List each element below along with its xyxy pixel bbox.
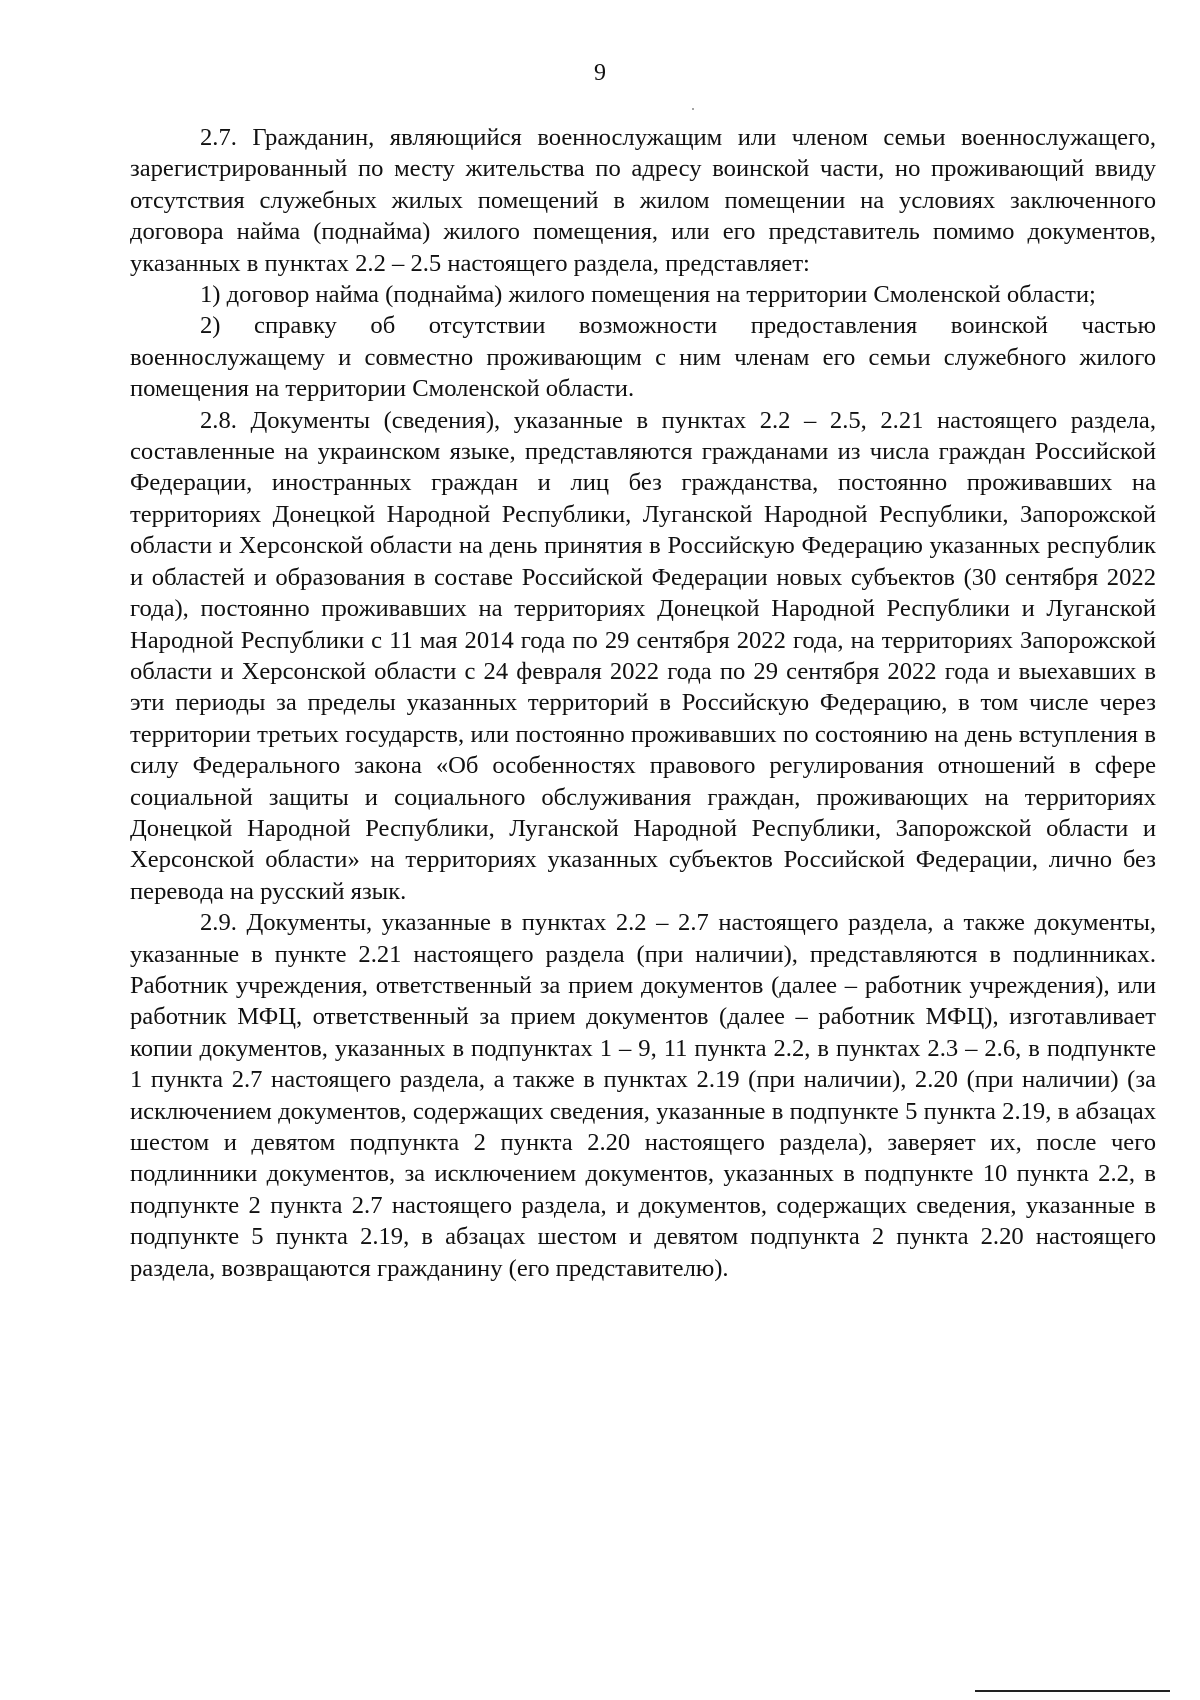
list-item-1: 1) договор найма (поднайма) жилого помещения на территории Смоленской области; [200, 281, 1096, 309]
page-number: 9 [594, 60, 606, 86]
list-item-2: 2) справку об отсутствии возможности предоставления воинской частью военнослужащему и совместно проживающим с ним членам его семьи служебного жилого помещения на территории Смоленской области. [130, 312, 1156, 403]
paragraph-2-7: 2.7. Гражданин, являющийся военнослужащим или членом семьи военнослужащего, зарегистрированный по месту жительства по адресу воинской части, но проживающий ввиду отсутствия служебных жилых помещений в жилом помещении на условиях заключенного договора найма (поднайма) жилого помещения, или его представитель помимо документов, указанных в пунктах 2.2 – 2.5 настоящего раздела, представляет: [130, 124, 1156, 277]
paragraph-2-8: 2.8. Документы (сведения), указанные в пунктах 2.2 – 2.5, 2.21 настоящего раздела, составленные на украинском языке, представляются гражданами из числа граждан Российской Федерации, иностранных граждан и лиц без гражданства, постоянно проживавших на территориях Донецкой Народной Республики, Луганской Народной Республики, Запорожской области и Херсонской области на день принятия в Российскую Федерацию указанных республик и областей и образования в составе Российской Федерации новых субъектов (30 сентября 2022 года), постоянно проживавших на территориях Донецкой Народной Республики и Луганской Народной Республики с 11 мая 2014 года по 29 сентября 2022 года, на территориях Запорожской области и Херсонской области с 24 февраля 2022 года по 29 сентября 2022 года и выехавших в эти периоды за пределы указанных территорий в Российскую Федерацию, в том числе через территории третьих государств, или постоянно проживавших по состоянию на день вступления в силу Федерального закона «Об особенностях правового регулирования отношений в сфере социальной защиты и социального обслуживания граждан, проживающих на территориях Донецкой Народной Республики, Луганской Народной Республики, Запорожской области и Херсонской области» на территориях указанных субъектов Российской Федерации, лично без перевода на русский язык. [130, 406, 1156, 905]
bottom-rule [975, 1690, 1170, 1692]
document-body [130, 122, 1156, 1284]
paragraph-2-9: 2.9. Документы, указанные в пунктах 2.2 – 2.7 настоящего раздела, а также документы, указанные в пункте 2.21 настоящего раздела (при наличии), представляются в подлинниках. Работник учреждения, ответственный за прием документов (далее – работник учреждения), или работник МФЦ, ответственный за прием документов (далее – работник МФЦ), изготавливает копии документов, указанных в подпунктах 1 – 9, 11 пункта 2.2, в пунктах 2.3 – 2.6, в подпункте 1 пункта 2.7 настоящего раздела, а также в пунктах 2.19 (при наличии), 2.20 (при наличии) (за исключением документов, содержащих сведения, указанные в подпункте 5 пункта 2.19, в абзацах шестом и девятом подпункта 2 пункта 2.20 настоящего раздела), заверяет их, после чего подлинники документов, за исключением документов, указанных в подпункте 10 пункта 2.2, в подпункте 2 пункта 2.7 настоящего раздела, и документов, содержащих сведения, указанные в подпункте 5 пункта 2.19, в абзацах шестом и девятом подпункта 2 пункта 2.20 настоящего раздела, возвращаются гражданину (его представителю). [130, 909, 1156, 1282]
scan-artifact [692, 108, 694, 110]
